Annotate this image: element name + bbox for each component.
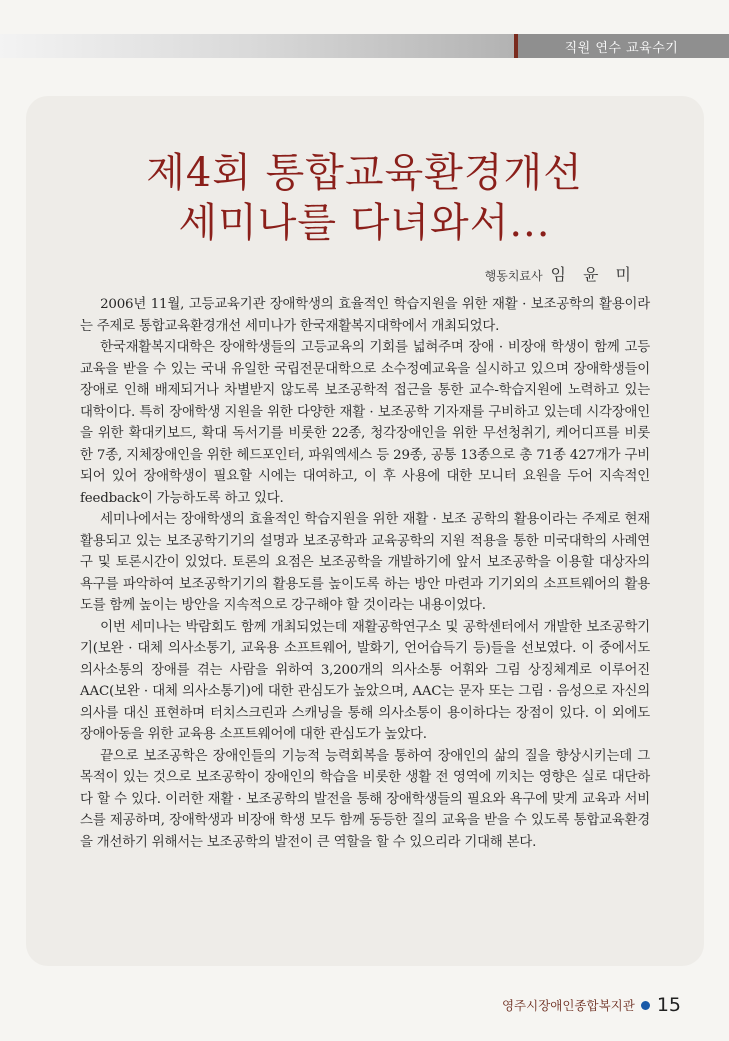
paragraph: 2006년 11월, 고등교육기관 장애학생의 효율적인 학습지원을 위한 재활 · 보조공학의 활용이라는 주제로 통합교육환경개선 세미나가 한국재활복지대학에서 개최되었다. xyxy=(80,297,650,334)
page-footer xyxy=(502,994,681,1016)
page-number: 15 xyxy=(656,994,681,1016)
paragraph: 끝으로 보조공학은 장애인들의 기능적 능력회복을 통하여 장애인의 삶의 질을 향상시키는데 그 목적이 있는 것으로 보조공학이 장애인의 학습을 비롯한 생활 전 영역에 끼치는 영향은 실로 대단하다 할 수 있다. 이러한 재활 · 보조공학의 발전을 통해 장애학생들의 필요와 욕구에 맞게 교육과 서비스를 제공하며, 장애학생과 비장애 학생 모두 함께 동등한 질의 교육을 받을 수 있도록 통합교육환경을 개선하기 위해서는 보조공학의 발전이 큰 역할을 할 수 있으리라 기대해 본다. xyxy=(80,748,650,850)
paragraph: 한국재활복지대학은 장애학생들의 고등교육의 기회를 넓혀주며 장애 · 비장애 학생이 함께 고등교육을 받을 수 있는 국내 유일한 국립전문대학으로 소수정예교육을 실시하고 있으며 장애학생들이 장애로 인해 배제되거나 차별받지 않도록 보조공학적 접근을 통한 교수-학습지원에 노력하고 있는 대학이다. 특히 장애학생 지원을 위한 다양한 재활 · 보조공학 기자재를 구비하고 있는데 시각장애인을 위한 확대키보드, 확대 독서기를 비롯한 22종, 청각장애인을 위한 무선청취기, 케어디프를 비롯한 7종, 지체장애인을 위한 헤드포인터, 파워엑세스 등 29종, 공통 13종으로 총 71종 427개가 구비되어 있어 장애학생이 필요할 시에는 대여하고, 이 후 사용에 대한 모니터 요원을 두어 지속적인 feedback이 가능하도록 하고 있다. xyxy=(80,340,650,506)
author-name: 임 윤 미 xyxy=(550,265,637,284)
section-header-tab xyxy=(514,34,729,58)
article-title-line-1: 제4회 통합교육환경개선 xyxy=(146,150,583,196)
author-role: 행동치료사 xyxy=(484,269,543,283)
article-body xyxy=(80,294,650,853)
paragraph: 이번 세미나는 박람회도 함께 개최되었는데 재활공학연구소 및 공학센터에서 개발한 보조공학기기(보완 · 대체 의사소통기, 교육용 소프트웨어, 발화기, 언어습득기 등)들을 선보였다. 이 중에서도 의사소통의 장애를 겪는 사람을 위하여 3,200개의 의사소통 어휘와 그림 상징체계로 이루어진 AAC(보완 · 대체 의사소통기)에 대한 관심도가 높았으며, AAC는 문자 또는 그림 · 음성으로 자신의 의사를 대신 표현하며 터치스크린과 스캐닝을 통해 의사소통이 용이하다는 장점이 있다. 이 외에도 장애아동을 위한 교육용 소프트웨어에 대한 관심도가 높았다. xyxy=(80,619,650,742)
article-title-line-2: 세미나를 다녀와서... xyxy=(178,200,551,246)
article-title xyxy=(0,148,729,248)
bullet-dot-icon xyxy=(641,1001,650,1010)
organization-name: 영주시장애인종합복지관 xyxy=(501,998,635,1013)
paragraph: 세미나에서는 장애학생의 효율적인 학습지원을 위한 재활 · 보조 공학의 활용이라는 주제로 현재 활용되고 있는 보조공학기기의 설명과 보조공학과 교육공학의 지원 적용을 통한 미국대학의 사례연구 및 토론시간이 있었다. 토론의 요점은 보조공학을 개발하기에 앞서 보조공학을 이용할 대상자의 욕구를 파악하여 보조공학기기의 활용도를 높이도록 하는 방안 마련과 기기외의 소프트웨어의 활용도를 함께 높이는 방안을 지속적으로 강구해야 할 것이라는 내용이었다. xyxy=(80,512,650,613)
author-byline xyxy=(485,262,637,285)
section-label: 직원 연수 교육수기 xyxy=(564,40,679,56)
